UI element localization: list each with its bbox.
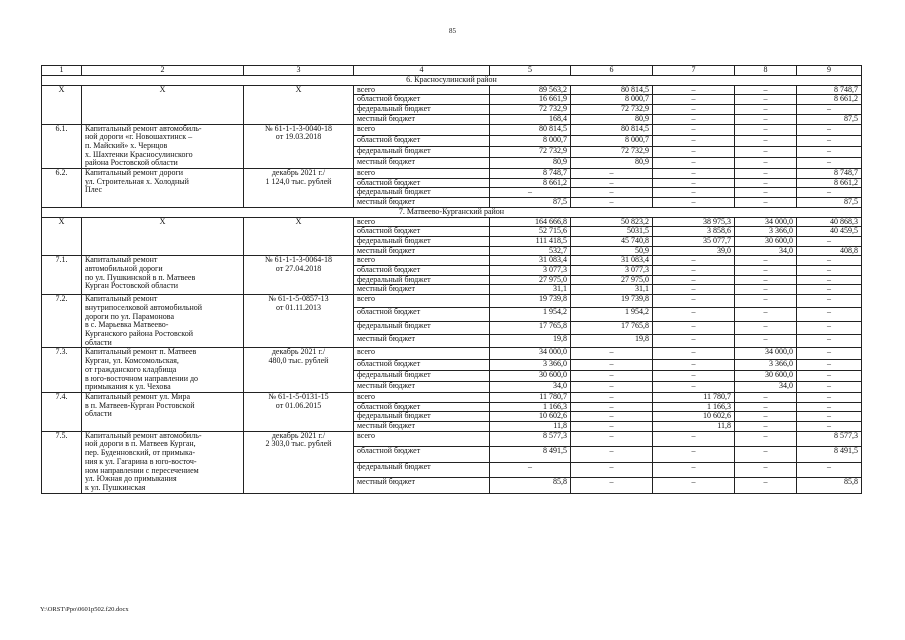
column-number-row [42, 66, 862, 76]
amount-cell: 87,5 [797, 114, 862, 124]
funding-source-label: всего [354, 256, 490, 266]
amount-cell: – [653, 462, 735, 477]
amount-cell: – [735, 266, 797, 276]
amount-cell: – [797, 295, 862, 308]
amount-cell: – [653, 370, 735, 381]
amount-cell: 39,0 [653, 246, 735, 256]
funding-source-label: областной бюджет [354, 95, 490, 105]
amount-cell: 8 661,2 [797, 178, 862, 188]
amount-cell: – [735, 256, 797, 266]
amount-cell: 11 780,7 [490, 392, 571, 402]
amount-cell: – [653, 359, 735, 370]
amount-cell: 72 732,9 [571, 146, 653, 157]
amount-cell: – [653, 95, 735, 105]
amount-cell: 11,8 [490, 422, 571, 432]
amount-cell: – [571, 188, 653, 198]
amount-cell: – [797, 422, 862, 432]
amount-cell: – [735, 135, 797, 146]
amount-cell: 1 166,3 [653, 402, 735, 412]
amount-cell: 8 661,2 [490, 178, 571, 188]
amount-cell: – [653, 266, 735, 276]
amount-cell: – [571, 198, 653, 208]
amount-cell: – [797, 370, 862, 381]
amount-cell: – [735, 285, 797, 295]
column-number: 5 [490, 66, 571, 76]
object-description: Капитальный ремонт ул. Мира в п. Матвеев-Курган Ростовской области [82, 392, 244, 431]
amount-cell: – [653, 146, 735, 157]
amount-cell: – [797, 275, 862, 285]
amount-cell: 30 600,0 [490, 370, 571, 381]
amount-cell: 85,8 [490, 478, 571, 494]
amount-cell: – [571, 178, 653, 188]
amount-cell: 3 366,0 [735, 227, 797, 237]
amount-cell: 72 732,9 [571, 105, 653, 115]
amount-cell: – [797, 381, 862, 392]
amount-cell: – [653, 124, 735, 135]
amount-cell: 72 732,9 [490, 105, 571, 115]
object-row [42, 431, 862, 446]
amount-cell: – [797, 285, 862, 295]
amount-cell: – [653, 157, 735, 168]
amount-cell: 5031,5 [571, 227, 653, 237]
column-number: 4 [354, 66, 490, 76]
amount-cell: – [735, 295, 797, 308]
amount-cell: – [735, 157, 797, 168]
amount-cell: – [571, 447, 653, 462]
amount-cell: – [797, 146, 862, 157]
amount-cell: – [571, 402, 653, 412]
amount-cell: – [735, 105, 797, 115]
item-number: 6.2. [42, 169, 82, 208]
document-details: № 61-1-5-0131-15 от 01.06.2015 [244, 392, 354, 431]
amount-cell: 8 748,7 [490, 169, 571, 179]
amount-cell: 50 823,2 [571, 217, 653, 227]
document-details: № 61-1-5-0857-13 от 01.11.2013 [244, 295, 354, 348]
amount-cell: 31 083,4 [571, 256, 653, 266]
amount-cell: 16 661,9 [490, 95, 571, 105]
amount-cell: 19,8 [490, 335, 571, 348]
amount-cell: 1 954,2 [571, 308, 653, 321]
object-row [42, 348, 862, 359]
amount-cell: 45 740,8 [571, 236, 653, 246]
document-details: № 61-1-1-3-0064-18 от 27.04.2018 [244, 256, 354, 295]
summary-row [42, 217, 862, 227]
amount-cell: – [653, 285, 735, 295]
amount-cell: – [653, 105, 735, 115]
amount-cell: 34,0 [490, 381, 571, 392]
amount-cell: 17 765,8 [490, 321, 571, 334]
funding-source-label: федеральный бюджет [354, 146, 490, 157]
object-description: Капитальный ремонт п. Матвеев Курган, ул. Комсомольская, от гражданского кладбища в юго-восточном направлении до примыкания к ул. Чехова [82, 348, 244, 393]
amount-cell: – [653, 478, 735, 494]
amount-cell: 80 814,5 [490, 124, 571, 135]
funding-source-label: областной бюджет [354, 359, 490, 370]
amount-cell: – [797, 256, 862, 266]
amount-cell: 38 975,3 [653, 217, 735, 227]
amount-cell: – [735, 422, 797, 432]
amount-cell: 8 748,7 [797, 85, 862, 95]
column-number: 6 [571, 66, 653, 76]
amount-cell: – [797, 308, 862, 321]
amount-cell: – [735, 178, 797, 188]
amount-cell: – [653, 188, 735, 198]
amount-cell: – [797, 335, 862, 348]
object-description: Капитальный ремонт внутрипоселковой автомобильной дороги по ул. Парамонова в с. Марьевка Матвеево- Курганского района Ростовской области [82, 295, 244, 348]
amount-cell: 408,8 [797, 246, 862, 256]
amount-cell: – [735, 114, 797, 124]
amount-cell: 40 459,5 [797, 227, 862, 237]
document-details: № 61-1-1-3-0040-18 от 19.03.2018 [244, 124, 354, 169]
amount-cell: – [735, 335, 797, 348]
amount-cell: – [797, 412, 862, 422]
amount-cell: 8 000,7 [490, 135, 571, 146]
amount-cell: 34 000,0 [735, 348, 797, 359]
amount-cell: 50,9 [571, 246, 653, 256]
funding-source-label: местный бюджет [354, 114, 490, 124]
amount-cell: – [735, 85, 797, 95]
amount-cell: 8 577,3 [490, 431, 571, 446]
document-details: декабрь 2021 г./ 1 124,0 тыс. рублей [244, 169, 354, 208]
funding-source-label: всего [354, 85, 490, 95]
funding-source-label: областной бюджет [354, 402, 490, 412]
amount-cell: 87,5 [797, 198, 862, 208]
amount-cell: – [735, 462, 797, 477]
object-description: Капитальный ремонт автомобиль- ной дороги «г. Новошахтинск – п. Майский» х. Чернцов х. Шахтенки Красносулинского района Ростовской области [82, 124, 244, 169]
funding-source-label: всего [354, 124, 490, 135]
amount-cell: – [653, 348, 735, 359]
budget-table [41, 65, 862, 494]
amount-cell: – [735, 198, 797, 208]
amount-cell: 34,0 [735, 246, 797, 256]
amount-cell: 8 000,7 [571, 95, 653, 105]
object-row [42, 295, 862, 308]
amount-cell: 40 868,3 [797, 217, 862, 227]
amount-cell: 27 975,0 [571, 275, 653, 285]
amount-cell: 30 600,0 [735, 236, 797, 246]
amount-cell: 72 732,9 [490, 146, 571, 157]
amount-cell: 80 814,5 [571, 124, 653, 135]
object-row [42, 392, 862, 402]
funding-source-label: федеральный бюджет [354, 236, 490, 246]
column-number: 3 [244, 66, 354, 76]
amount-cell: – [571, 370, 653, 381]
amount-cell: 35 077,7 [653, 236, 735, 246]
amount-cell: – [735, 146, 797, 157]
amount-cell: 31 083,4 [490, 256, 571, 266]
amount-cell: – [653, 85, 735, 95]
funding-source-label: всего [354, 348, 490, 359]
item-number: 7.1. [42, 256, 82, 295]
amount-cell: – [735, 431, 797, 446]
amount-cell: 8 000,7 [571, 135, 653, 146]
amount-cell: – [571, 431, 653, 446]
amount-cell: – [653, 275, 735, 285]
column-number: 1 [42, 66, 82, 76]
amount-cell: – [571, 169, 653, 179]
amount-cell: – [490, 188, 571, 198]
funding-source-label: местный бюджет [354, 157, 490, 168]
object-row [42, 256, 862, 266]
amount-cell: – [797, 321, 862, 334]
amount-cell: – [653, 308, 735, 321]
amount-cell: 10 602,6 [490, 412, 571, 422]
amount-cell: – [797, 236, 862, 246]
amount-cell: 31,1 [490, 285, 571, 295]
amount-cell: – [797, 157, 862, 168]
funding-source-label: местный бюджет [354, 246, 490, 256]
amount-cell: 532,7 [490, 246, 571, 256]
amount-cell: 3 366,0 [735, 359, 797, 370]
funding-source-label: областной бюджет [354, 178, 490, 188]
amount-cell: – [653, 169, 735, 179]
document-details: декабрь 2021 г./ 480,0 тыс. рублей [244, 348, 354, 393]
object-description: Капитальный ремонт дороги ул. Строительная х. Холодный Плес [82, 169, 244, 208]
amount-cell: 80,9 [571, 157, 653, 168]
amount-cell: 3 366,0 [490, 359, 571, 370]
section-header-row [42, 76, 862, 86]
amount-cell: 164 666,8 [490, 217, 571, 227]
amount-cell: – [735, 321, 797, 334]
amount-cell: – [571, 478, 653, 494]
amount-cell: – [735, 412, 797, 422]
funding-source-label: федеральный бюджет [354, 275, 490, 285]
amount-cell: – [735, 478, 797, 494]
item-number: X [42, 217, 82, 256]
funding-source-label: местный бюджет [354, 285, 490, 295]
amount-cell: – [797, 188, 862, 198]
document-details: X [244, 85, 354, 124]
amount-cell: 8 577,3 [797, 431, 862, 446]
funding-source-label: федеральный бюджет [354, 321, 490, 334]
amount-cell: – [735, 392, 797, 402]
amount-cell: – [653, 114, 735, 124]
funding-source-label: всего [354, 169, 490, 179]
amount-cell: 89 563,2 [490, 85, 571, 95]
funding-source-label: федеральный бюджет [354, 188, 490, 198]
amount-cell: – [735, 124, 797, 135]
amount-cell: – [735, 447, 797, 462]
section-header-row [42, 207, 862, 217]
amount-cell: 31,1 [571, 285, 653, 295]
amount-cell: 1 166,3 [490, 402, 571, 412]
amount-cell: 85,8 [797, 478, 862, 494]
amount-cell: 80,9 [571, 114, 653, 124]
document-details: декабрь 2021 г./ 2 303,0 тыс. рублей [244, 431, 354, 493]
amount-cell: 3 858,6 [653, 227, 735, 237]
amount-cell: – [797, 359, 862, 370]
amount-cell: – [735, 188, 797, 198]
column-number: 2 [82, 66, 244, 76]
amount-cell: 87,5 [490, 198, 571, 208]
object-description: X [82, 85, 244, 124]
amount-cell: 17 765,8 [571, 321, 653, 334]
amount-cell: – [735, 402, 797, 412]
amount-cell: 27 975,0 [490, 275, 571, 285]
item-number: 7.5. [42, 431, 82, 493]
amount-cell: – [571, 422, 653, 432]
funding-source-label: областной бюджет [354, 266, 490, 276]
section-title: 6. Красносулинский район [42, 76, 862, 86]
amount-cell: 34 000,0 [490, 348, 571, 359]
amount-cell: 52 715,6 [490, 227, 571, 237]
item-number: 7.3. [42, 348, 82, 393]
object-row [42, 124, 862, 135]
funding-source-label: всего [354, 392, 490, 402]
funding-source-label: федеральный бюджет [354, 412, 490, 422]
amount-cell: 34 000,0 [735, 217, 797, 227]
amount-cell: – [571, 412, 653, 422]
funding-source-label: областной бюджет [354, 447, 490, 462]
item-number: 7.4. [42, 392, 82, 431]
footer-file-path: Y:\ORST\Ppo\0601p502.f20.docx [40, 606, 129, 613]
amount-cell: – [653, 431, 735, 446]
amount-cell: – [797, 348, 862, 359]
funding-source-label: всего [354, 217, 490, 227]
amount-cell: – [653, 198, 735, 208]
amount-cell: 10 602,6 [653, 412, 735, 422]
amount-cell: 34,0 [735, 381, 797, 392]
amount-cell: – [571, 392, 653, 402]
amount-cell: – [797, 392, 862, 402]
funding-source-label: местный бюджет [354, 422, 490, 432]
amount-cell: – [735, 275, 797, 285]
amount-cell: – [797, 402, 862, 412]
amount-cell: 11,8 [653, 422, 735, 432]
amount-cell: 8 748,7 [797, 169, 862, 179]
amount-cell: – [653, 321, 735, 334]
funding-source-label: федеральный бюджет [354, 462, 490, 477]
column-number: 9 [797, 66, 862, 76]
item-number: X [42, 85, 82, 124]
amount-cell: 11 780,7 [653, 392, 735, 402]
amount-cell: 19,8 [571, 335, 653, 348]
amount-cell: – [735, 308, 797, 321]
amount-cell: 3 077,3 [490, 266, 571, 276]
funding-source-label: областной бюджет [354, 135, 490, 146]
object-row [42, 169, 862, 179]
amount-cell: 19 739,8 [490, 295, 571, 308]
item-number: 7.2. [42, 295, 82, 348]
amount-cell: – [571, 381, 653, 392]
funding-source-label: областной бюджет [354, 227, 490, 237]
amount-cell: – [653, 178, 735, 188]
amount-cell: 8 491,5 [797, 447, 862, 462]
object-description: Капитальный ремонт автомобиль- ной дороги в п. Матвеев Курган, пер. Буденновский, от примыка- ния к ул. Гагарина в юго-восточ- ном направлении с пересечением ул. Южная до примыкания к ул. Пушкинская [82, 431, 244, 493]
funding-source-label: всего [354, 431, 490, 446]
amount-cell: – [797, 105, 862, 115]
amount-cell: 168,4 [490, 114, 571, 124]
table-body [42, 66, 862, 494]
funding-source-label: местный бюджет [354, 478, 490, 494]
amount-cell: – [571, 462, 653, 477]
amount-cell: – [571, 359, 653, 370]
amount-cell: – [653, 135, 735, 146]
amount-cell: 80 814,5 [571, 85, 653, 95]
object-description: Капитальный ремонт автомобильной дороги по ул. Пушкинской в п. Матвеев Курган Ростовской области [82, 256, 244, 295]
funding-source-label: всего [354, 295, 490, 308]
amount-cell: 3 077,3 [571, 266, 653, 276]
amount-cell: – [490, 462, 571, 477]
amount-cell: 8 491,5 [490, 447, 571, 462]
funding-source-label: федеральный бюджет [354, 370, 490, 381]
object-description: X [82, 217, 244, 256]
funding-source-label: областной бюджет [354, 308, 490, 321]
amount-cell: – [653, 256, 735, 266]
item-number: 6.1. [42, 124, 82, 169]
amount-cell: 8 661,2 [797, 95, 862, 105]
amount-cell: – [797, 462, 862, 477]
page-number: 85 [449, 27, 456, 35]
amount-cell: 19 739,8 [571, 295, 653, 308]
funding-source-label: местный бюджет [354, 381, 490, 392]
amount-cell: 80,9 [490, 157, 571, 168]
amount-cell: – [797, 135, 862, 146]
amount-cell: – [653, 295, 735, 308]
amount-cell: 30 600,0 [735, 370, 797, 381]
section-title: 7. Матвеево-Курганский район [42, 207, 862, 217]
amount-cell: 111 418,5 [490, 236, 571, 246]
funding-source-label: местный бюджет [354, 198, 490, 208]
amount-cell: 1 954,2 [490, 308, 571, 321]
amount-cell: – [735, 169, 797, 179]
summary-row [42, 85, 862, 95]
column-number: 8 [735, 66, 797, 76]
document-details: X [244, 217, 354, 256]
amount-cell: – [571, 348, 653, 359]
amount-cell: – [653, 381, 735, 392]
funding-source-label: местный бюджет [354, 335, 490, 348]
column-number: 7 [653, 66, 735, 76]
amount-cell: – [797, 124, 862, 135]
funding-source-label: федеральный бюджет [354, 105, 490, 115]
amount-cell: – [735, 95, 797, 105]
amount-cell: – [797, 266, 862, 276]
amount-cell: – [653, 335, 735, 348]
amount-cell: – [653, 447, 735, 462]
